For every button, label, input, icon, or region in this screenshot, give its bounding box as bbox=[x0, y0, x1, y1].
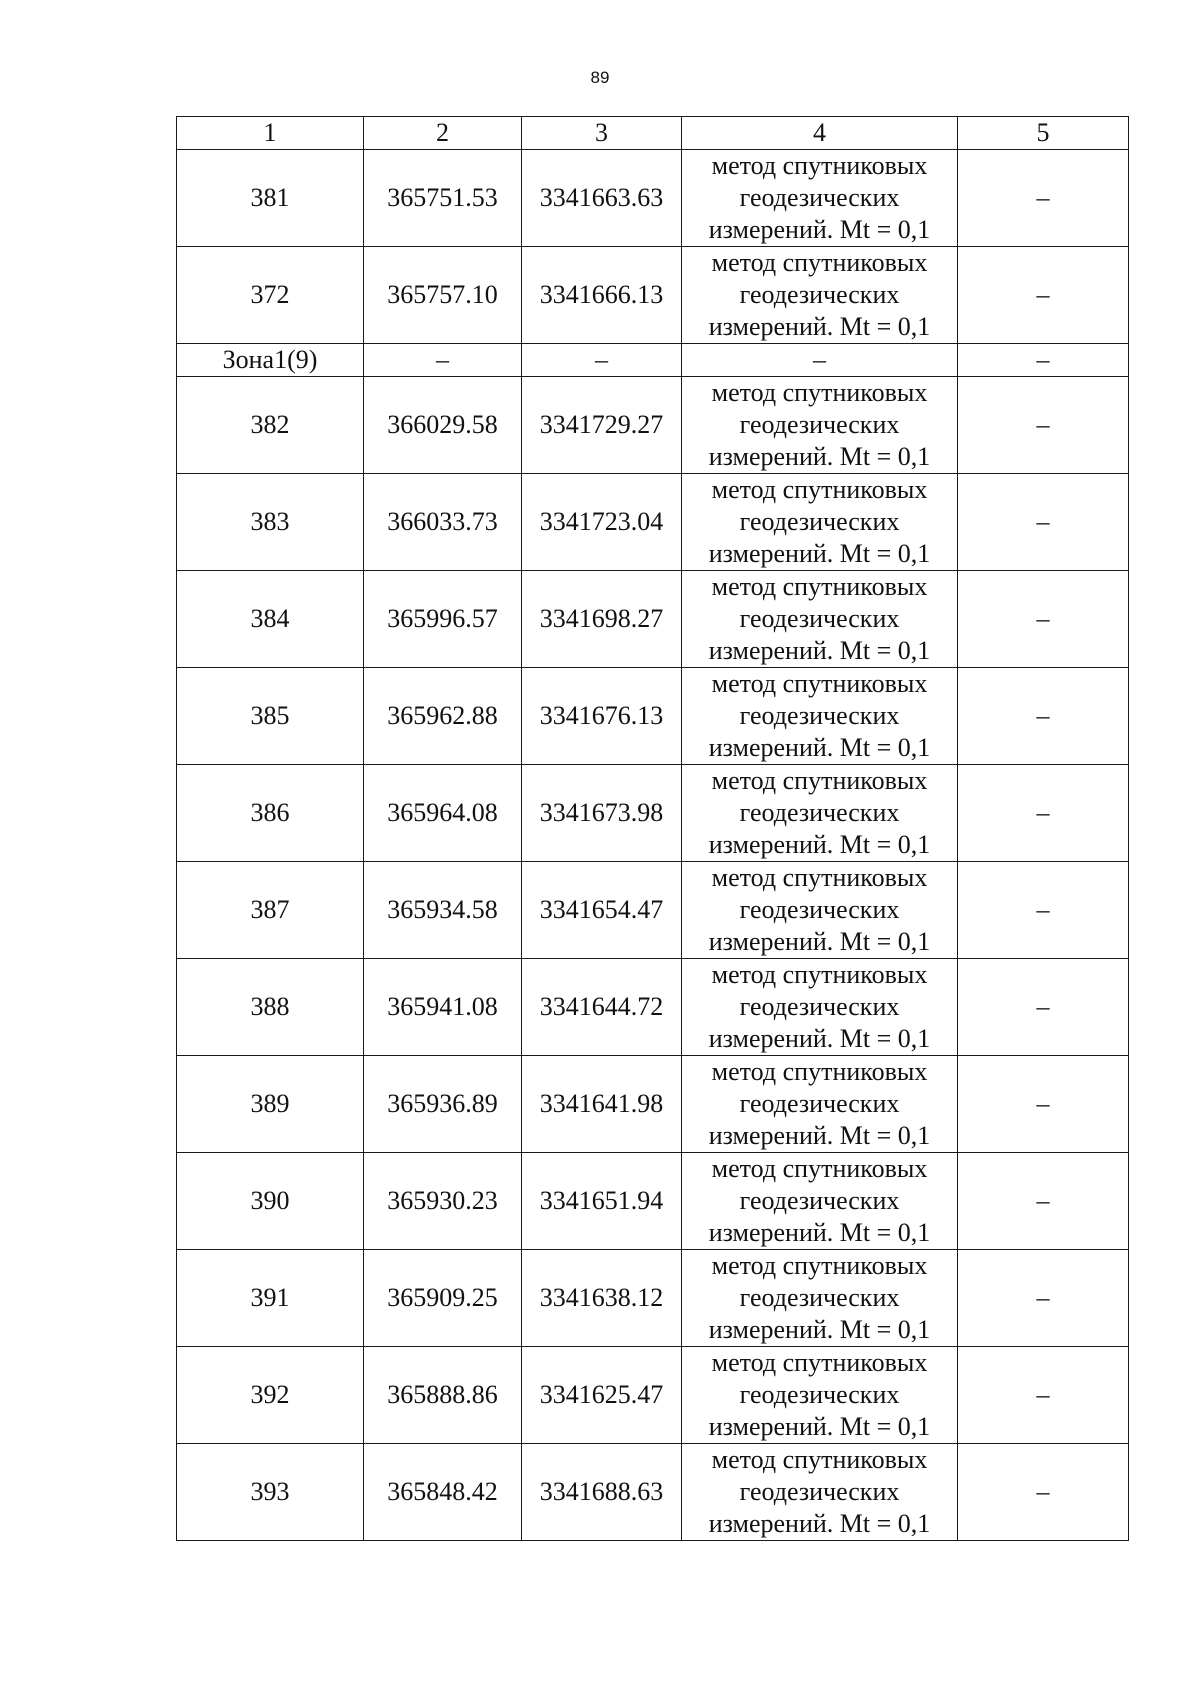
cell-col-4 bbox=[682, 1153, 958, 1250]
cell-col-4 bbox=[682, 1444, 958, 1541]
cell-col-2: – bbox=[364, 344, 522, 377]
cell-col-4 bbox=[682, 765, 958, 862]
method-text-line: измерений. Mt = 0,1 bbox=[708, 1218, 931, 1247]
cell-col-5: – bbox=[958, 247, 1129, 344]
cell-col-1: Зона1(9) bbox=[177, 344, 364, 377]
cell-col-4 bbox=[682, 862, 958, 959]
method-text-line: метод спутниковых bbox=[711, 669, 928, 698]
cell-col-1: 390 bbox=[177, 1153, 364, 1250]
cell-col-5: – bbox=[958, 1250, 1129, 1347]
method-text-line: измерений. Mt = 0,1 bbox=[708, 830, 931, 859]
cell-col-5: – bbox=[958, 765, 1129, 862]
cell-col-1: 393 bbox=[177, 1444, 364, 1541]
cell-col-1: 372 bbox=[177, 247, 364, 344]
table-row bbox=[177, 1250, 1129, 1347]
cell-col-5: – bbox=[958, 150, 1129, 247]
cell-col-1: 381 bbox=[177, 150, 364, 247]
cell-col-2: 365930.23 bbox=[364, 1153, 522, 1250]
table-row bbox=[177, 247, 1129, 344]
method-text-line: метод спутниковых bbox=[711, 1154, 928, 1183]
cell-col-3: 3341698.27 bbox=[522, 571, 682, 668]
cell-col-2: 365941.08 bbox=[364, 959, 522, 1056]
cell-col-4 bbox=[682, 1250, 958, 1347]
cell-col-2: 365936.89 bbox=[364, 1056, 522, 1153]
cell-col-1: 388 bbox=[177, 959, 364, 1056]
method-text-line: геодезических bbox=[739, 183, 900, 212]
cell-col-2: 365848.42 bbox=[364, 1444, 522, 1541]
cell-col-5: – bbox=[958, 959, 1129, 1056]
table-row bbox=[177, 1444, 1129, 1541]
method-text-line: геодезических bbox=[739, 507, 900, 536]
method-text-line: измерений. Mt = 0,1 bbox=[708, 1024, 931, 1053]
cell-col-2: 365757.10 bbox=[364, 247, 522, 344]
cell-col-4 bbox=[682, 1347, 958, 1444]
cell-col-5: – bbox=[958, 571, 1129, 668]
method-text-line: геодезических bbox=[739, 1283, 900, 1312]
table-row bbox=[177, 1153, 1129, 1250]
method-text-line: геодезических bbox=[739, 604, 900, 633]
cell-col-5: – bbox=[958, 1056, 1129, 1153]
method-text-line: геодезических bbox=[739, 1089, 900, 1118]
cell-col-3: 3341666.13 bbox=[522, 247, 682, 344]
method-text-line: измерений. Mt = 0,1 bbox=[708, 1315, 931, 1344]
cell-col-4 bbox=[682, 474, 958, 571]
cell-col-2: 365964.08 bbox=[364, 765, 522, 862]
method-text-line: метод спутниковых bbox=[711, 1445, 928, 1474]
method-text-line: геодезических bbox=[739, 1380, 900, 1409]
table-row bbox=[177, 765, 1129, 862]
method-text-line: геодезических bbox=[739, 798, 900, 827]
cell-col-3: 3341676.13 bbox=[522, 668, 682, 765]
cell-col-3: 3341641.98 bbox=[522, 1056, 682, 1153]
method-text-line: метод спутниковых bbox=[711, 1348, 928, 1377]
cell-col-4 bbox=[682, 668, 958, 765]
cell-col-3: 3341638.12 bbox=[522, 1250, 682, 1347]
cell-col-3: 3341688.63 bbox=[522, 1444, 682, 1541]
table-row bbox=[177, 377, 1129, 474]
cell-col-4 bbox=[682, 571, 958, 668]
table-header-row bbox=[177, 117, 1129, 150]
cell-col-3: 3341625.47 bbox=[522, 1347, 682, 1444]
header-cell-5: 5 bbox=[958, 117, 1129, 150]
cell-col-1: 387 bbox=[177, 862, 364, 959]
cell-col-2: 365888.86 bbox=[364, 1347, 522, 1444]
cell-col-5: – bbox=[958, 344, 1129, 377]
method-text-line: измерений. Mt = 0,1 bbox=[708, 215, 931, 244]
cell-col-3: 3341729.27 bbox=[522, 377, 682, 474]
header-cell-2: 2 bbox=[364, 117, 522, 150]
cell-col-1: 391 bbox=[177, 1250, 364, 1347]
cell-col-3: 3341651.94 bbox=[522, 1153, 682, 1250]
cell-col-3: – bbox=[522, 344, 682, 377]
cell-col-1: 384 bbox=[177, 571, 364, 668]
cell-col-3: 3341663.63 bbox=[522, 150, 682, 247]
cell-col-4 bbox=[682, 1056, 958, 1153]
table-row bbox=[177, 1347, 1129, 1444]
method-text-line: метод спутниковых bbox=[711, 248, 928, 277]
cell-col-4 bbox=[682, 150, 958, 247]
cell-col-1: 385 bbox=[177, 668, 364, 765]
method-text-line: метод спутниковых bbox=[711, 960, 928, 989]
method-text-line: измерений. Mt = 0,1 bbox=[708, 1509, 931, 1538]
method-text-line: геодезических bbox=[739, 992, 900, 1021]
cell-col-5: – bbox=[958, 1347, 1129, 1444]
cell-col-4 bbox=[682, 959, 958, 1056]
method-text-line: геодезических bbox=[739, 701, 900, 730]
cell-col-5: – bbox=[958, 1153, 1129, 1250]
cell-col-1: 383 bbox=[177, 474, 364, 571]
header-cell-4: 4 bbox=[682, 117, 958, 150]
method-text-line: геодезических bbox=[739, 280, 900, 309]
method-text-line: метод спутниковых bbox=[711, 863, 928, 892]
cell-col-2: 365996.57 bbox=[364, 571, 522, 668]
header-cell-3: 3 bbox=[522, 117, 682, 150]
table-row bbox=[177, 959, 1129, 1056]
method-text-line: измерений. Mt = 0,1 bbox=[708, 312, 931, 341]
table-row bbox=[177, 571, 1129, 668]
cell-col-2: 365909.25 bbox=[364, 1250, 522, 1347]
cell-col-3: 3341654.47 bbox=[522, 862, 682, 959]
table-row bbox=[177, 474, 1129, 571]
method-text-line: метод спутниковых bbox=[711, 378, 928, 407]
cell-col-5: – bbox=[958, 862, 1129, 959]
cell-col-2: 365962.88 bbox=[364, 668, 522, 765]
cell-col-4 bbox=[682, 377, 958, 474]
method-text-line: измерений. Mt = 0,1 bbox=[708, 442, 931, 471]
table-row bbox=[177, 668, 1129, 765]
method-text-line: метод спутниковых bbox=[711, 1057, 928, 1086]
cell-col-3: 3341644.72 bbox=[522, 959, 682, 1056]
method-text-line: измерений. Mt = 0,1 bbox=[708, 1412, 931, 1441]
cell-col-2: 366033.73 bbox=[364, 474, 522, 571]
zone-row bbox=[177, 344, 1129, 377]
cell-col-2: 365934.58 bbox=[364, 862, 522, 959]
method-text-line: измерений. Mt = 0,1 bbox=[708, 636, 931, 665]
method-text-line: метод спутниковых bbox=[711, 766, 928, 795]
cell-col-2: 365751.53 bbox=[364, 150, 522, 247]
method-text-line: измерений. Mt = 0,1 bbox=[708, 733, 931, 762]
table-row bbox=[177, 1056, 1129, 1153]
cell-col-5: – bbox=[958, 377, 1129, 474]
cell-col-1: 392 bbox=[177, 1347, 364, 1444]
cell-col-1: 382 bbox=[177, 377, 364, 474]
method-text-line: геодезических bbox=[739, 1186, 900, 1215]
method-text-line: измерений. Mt = 0,1 bbox=[708, 1121, 931, 1150]
method-text-line: геодезических bbox=[739, 895, 900, 924]
method-text-line: измерений. Mt = 0,1 bbox=[708, 539, 931, 568]
cell-col-5: – bbox=[958, 474, 1129, 571]
coordinates-table-body bbox=[177, 117, 1129, 1541]
cell-col-3: 3341723.04 bbox=[522, 474, 682, 571]
method-text-line: метод спутниковых bbox=[711, 572, 928, 601]
table-row bbox=[177, 862, 1129, 959]
page-number: 89 bbox=[590, 68, 610, 87]
cell-col-5: – bbox=[958, 668, 1129, 765]
method-text-line: метод спутниковых bbox=[711, 475, 928, 504]
table-row bbox=[177, 150, 1129, 247]
cell-col-4: – bbox=[682, 344, 958, 377]
coordinates-table bbox=[176, 116, 1129, 1541]
cell-col-1: 386 bbox=[177, 765, 364, 862]
method-text-line: геодезических bbox=[739, 410, 900, 439]
cell-col-4 bbox=[682, 247, 958, 344]
method-text-line: метод спутниковых bbox=[711, 151, 928, 180]
cell-col-1: 389 bbox=[177, 1056, 364, 1153]
method-text-line: геодезических bbox=[739, 1477, 900, 1506]
header-cell-1: 1 bbox=[177, 117, 364, 150]
cell-col-5: – bbox=[958, 1444, 1129, 1541]
method-text-line: метод спутниковых bbox=[711, 1251, 928, 1280]
method-text-line: измерений. Mt = 0,1 bbox=[708, 927, 931, 956]
cell-col-2: 366029.58 bbox=[364, 377, 522, 474]
cell-col-3: 3341673.98 bbox=[522, 765, 682, 862]
